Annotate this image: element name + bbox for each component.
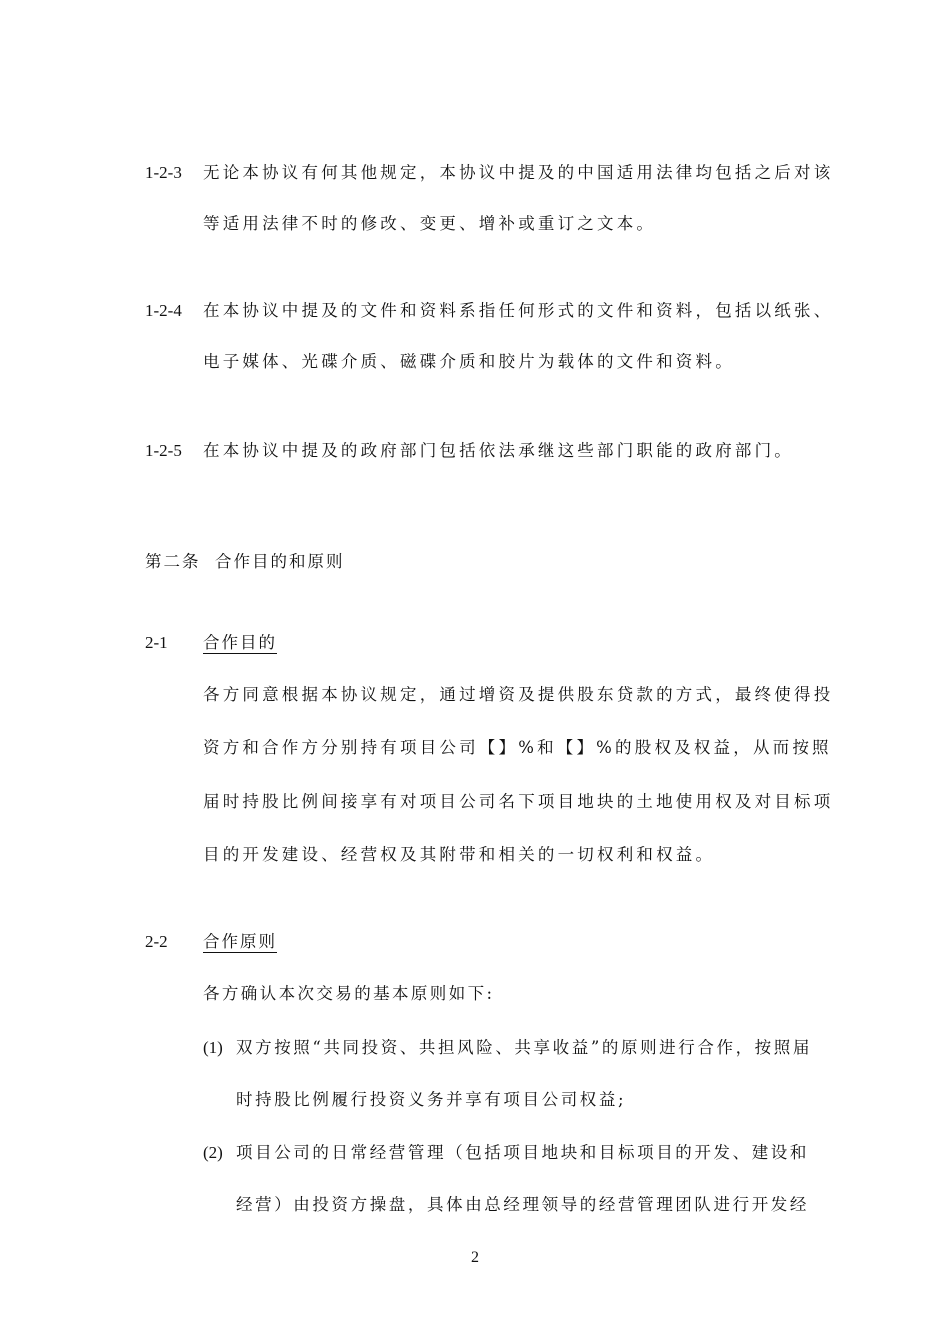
item-2-line-1: 项目公司的日常经营管理（包括项目地块和目标项目的开发、建设和 xyxy=(236,1143,809,1162)
clause-1-2-3-line-1: 无论本协议有何其他规定，本协议中提及的中国适用法律均包括之后对该 xyxy=(203,163,834,182)
item-number-2: (2) xyxy=(203,1143,223,1162)
item-2-line-2: 经营）由投资方操盘，具体由总经理领导的经营管理团队进行开发经 xyxy=(236,1195,809,1214)
section-2-2-intro: 各方确认本次交易的基本原则如下: xyxy=(203,984,495,1003)
item-number-1: (1) xyxy=(203,1038,223,1057)
section-2-1-line-3: 届时持股比例间接享有对项目公司名下项目地块的土地使用权及对目标项 xyxy=(203,792,834,811)
section-2-1-line-4: 目的开发建设、经营权及其附带和相关的一切权利和权益。 xyxy=(203,845,716,864)
clause-number-1-2-4: 1-2-4 xyxy=(145,301,182,320)
clause-1-2-4-line-1: 在本协议中提及的文件和资料系指任何形式的文件和资料，包括以纸张、 xyxy=(203,301,834,320)
clause-1-2-4-line-2: 电子媒体、光碟介质、磁碟介质和胶片为载体的文件和资料。 xyxy=(203,352,735,371)
clause-1-2-3-line-2: 等适用法律不时的修改、变更、增补或重订之文本。 xyxy=(203,214,657,233)
section-number-2-2: 2-2 xyxy=(145,932,168,951)
item-1-line-2: 时持股比例履行投资义务并享有项目公司权益; xyxy=(236,1090,627,1109)
clause-number-1-2-5: 1-2-5 xyxy=(145,441,182,460)
item-1-line-1: 双方按照“共同投资、共担风险、共享收益”的原则进行合作，按照届 xyxy=(236,1038,812,1057)
section-number-2-1: 2-1 xyxy=(145,633,168,652)
section-2-1-line-2: 资方和合作方分别持有项目公司【】%和【】%的股权及权益，从而按照 xyxy=(203,738,832,757)
section-2-1-line-1: 各方同意根据本协议规定，通过增资及提供股东贷款的方式，最终使得投 xyxy=(203,685,834,704)
article-2-heading: 第二条 合作目的和原则 xyxy=(145,552,345,571)
section-2-2-title: 合作原则 xyxy=(203,932,277,951)
clause-1-2-5-line-1: 在本协议中提及的政府部门包括依法承继这些部门职能的政府部门。 xyxy=(203,441,794,460)
section-2-1-title: 合作目的 xyxy=(203,633,277,652)
clause-number-1-2-3: 1-2-3 xyxy=(145,163,182,182)
page-number: 2 xyxy=(471,1249,479,1266)
